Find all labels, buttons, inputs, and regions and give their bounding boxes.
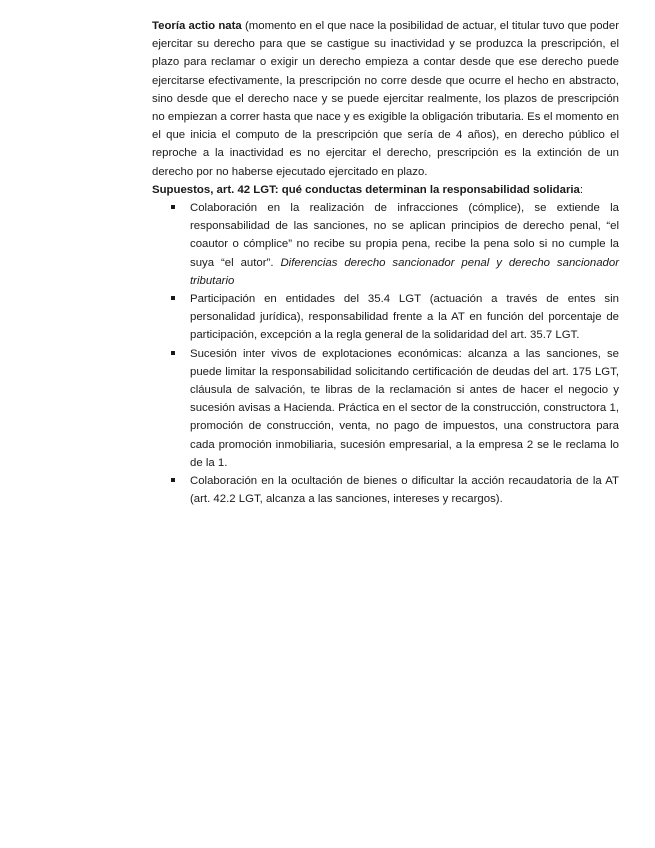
list-item bbox=[152, 199, 619, 290]
bullet-square-icon bbox=[171, 296, 175, 300]
bullet-square-icon bbox=[171, 478, 175, 482]
document-page bbox=[152, 17, 619, 508]
actio-nata-paragraph bbox=[152, 17, 619, 181]
bullet-square-icon bbox=[171, 351, 175, 355]
actio-nata-text: (momento en el que nace la posibilidad de actuar, el titular tuvo que poder ejercitar su derecho para que se castigue su inactividad y se produzca la prescripción, el plazo para reclamar o exigir un derecho empieza a contar desde que ese derecho puede ejercitarse efectivamente, la prescripción no corre desde que ocurre el hecho en abstracto, sino desde que el derecho nace y se puede ejercitar realmente, los plazos de prescripción no empiezan a correr hasta que nace y es exigible la obligación tributaria. Es el momento en el que inicia el computo de la prescripción que sería de 4 años), en derecho público el reproche a la inactividad es no ejercitar el derecho, prescripción es la extinción de un derecho por no haberse ejecutado ejercitado en plazo. bbox=[152, 20, 619, 178]
bullet-square-icon bbox=[171, 205, 175, 209]
actio-nata-term: Teoría actio nata bbox=[152, 20, 242, 32]
list-item-text: Sucesión inter vivos de explotaciones económicas: alcanza a las sanciones, se puede limitar la responsabilidad solicitando certificación de deudas del art. 175 LGT, cláusula de salvación, te libras de la reclamación si antes de hacer el negocio y sucesión avisas a Hacienda. Práctica en el sector de la construcción, constructora 1, promoción de construcción, venta, no pago de impuestos, una constructora para cada promoción inmobiliaria, sucesión empresarial, a la empresa 2 se le reclama lo de la 1. bbox=[190, 347, 619, 469]
list-item-text: Colaboración en la realización de infracciones (cómplice), se extiende la responsabilidad de las sanciones, no se aplican principios de derecho penal, “el coautor o cómplice” no recibe su propia pena, recibe la pena solo si no cumple la suya “el autor”. bbox=[190, 202, 619, 269]
section-heading-colon: : bbox=[579, 183, 584, 196]
list-item-italic-note: Diferencias derecho sancionador penal y derecho sancionador tributario bbox=[190, 256, 619, 287]
list-item-text: Colaboración en la ocultación de bienes o dificultar la acción recaudatoria de la AT (art. 42.2 LGT, alcanza a las sanciones, intereses y recargos). bbox=[190, 475, 619, 506]
list-item bbox=[152, 290, 619, 345]
list-item-text: Participación en entidades del 35.4 LGT (actuación a través de entes sin personalidad jurídica), responsabilidad frente a la AT en función del porcentaje de participación, excepción a la regla general de la solidaridad del art. 35.7 LGT. bbox=[190, 293, 619, 342]
section-heading: Supuestos, art. 42 LGT: qué conductas determinan la responsabilidad solidaria bbox=[152, 183, 580, 196]
list-item bbox=[152, 472, 619, 508]
supuestos-list bbox=[152, 199, 619, 508]
section-heading-line bbox=[152, 181, 619, 199]
list-item bbox=[152, 345, 619, 472]
